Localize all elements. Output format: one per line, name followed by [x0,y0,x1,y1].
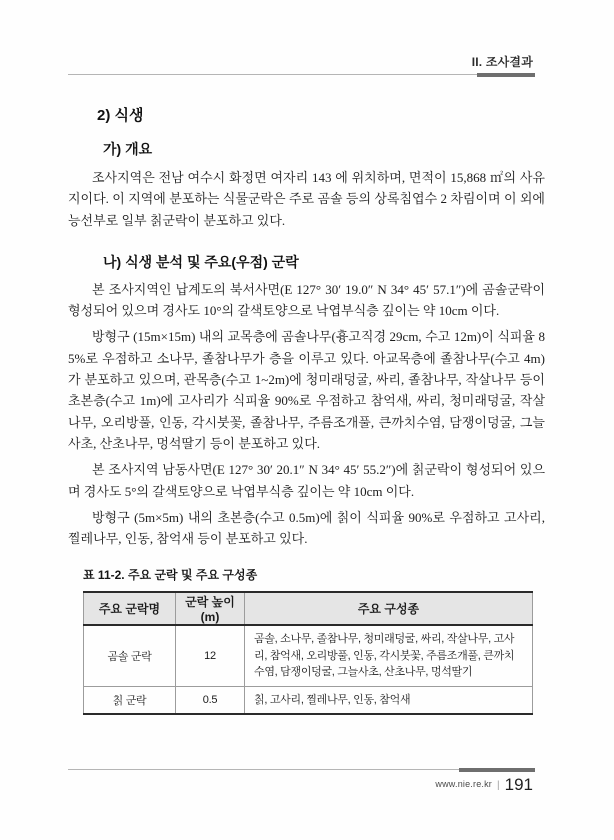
page-number: 191 [504,775,533,794]
cell-community-height: 12 [176,625,245,686]
table-row-kudzu-community [84,686,533,714]
paragraph-quadrat-pine: 방형구 (15m×15m) 내의 교목층에 곰솔나무(흉고직경 29cm, 수고 12m)이 식피율 85%로 우점하고 소나무, 졸참나무가 층을 이루고 있다. 아교목층에 졸참나무(수고 4m)가 분포하고 있으며, 관목층(수고 1~2m)에 청미래덩굴, 싸리, 졸참나무, 작살나무 등이 초본층(수고 1m)에 고사리가 식피율 90%로 우점하고 참억새, 싸리, 청미래덩굴, 작살나무, 오리방풀, 인동, 각시붓꽃, 졸참나무, 주름조개풀, 큰까치수염, 담쟁이덩굴, 그늘사초, 산초나무, 멍석딸기 등이 분포하고 있다. [68,329,545,451]
cell-major-species: 곰솔, 소나무, 졸참나무, 청미래덩굴, 싸리, 작살나무, 고사리, 참억새, 오리방풀, 인동, 각시붓꽃, 주름조개풀, 큰까치수염, 담쟁이덩굴, 그늘사초, 산초나무, 멍석딸기 [245,625,533,686]
subsection-title-analysis: 나) 식생 분석 및 주요(우점) 군락 [103,253,299,270]
page-header [68,53,535,75]
header-rule-accent [477,73,535,77]
community-table [83,591,533,715]
paragraph-site-southeast: 본 조사지역 남동사면(E 127° 30′ 20.1″ N 34° 45′ 55.2″)에 칡군락이 형성되어 있으며 경사도 5°의 갈색토양으로 낙엽부식층 깊이는 약 10cm 이다. [68,462,545,499]
cell-community-height: 0.5 [176,686,245,714]
table-row-pine-community [84,625,533,686]
table-header-row [84,592,533,625]
paragraph-overview: 조사지역은 전남 여수시 화정면 여자리 143 에 위치하며, 면적이 15,868 ㎡의 사유지이다. 이 지역에 분포하는 식물군락은 주로 곰솔 등의 상록침엽수 2 차림이며 이 외에 능선부로 일부 칡군락이 분포하고 있다. [68,170,545,228]
footer-rule [68,769,535,770]
header-rule [68,74,535,75]
table-header-major-species: 주요 구성종 [245,592,533,625]
footer-rule-accent [459,768,535,772]
cell-community-name: 곰솔 군락 [84,625,176,686]
table-caption: 표 11-2. 주요 군락 및 주요 구성종 [83,568,258,583]
cell-community-name: 칡 군락 [84,686,176,714]
paragraph-quadrat-kudzu: 방형구 (5m×5m) 내의 초본층(수고 0.5m)에 칡이 식피율 90%로 우점하고 고사리, 찔레나무, 인동, 참억새 등이 분포하고 있다. [68,509,545,547]
page-footer [68,769,535,795]
subsection-title-overview: 가) 개요 [103,141,153,157]
running-head: II. 조사결과 [471,55,533,69]
footer-separator: | [497,780,500,791]
table-header-community-height: 군락 높이(m) [176,592,245,625]
section-title: 2) 식생 [97,107,144,124]
cell-major-species: 칡, 고사리, 찔레나무, 인동, 참억새 [245,686,533,714]
paragraph-site-northwest: 본 조사지역인 납계도의 북서사면(E 127° 30′ 19.0″ N 34° 45′ 57.1″)에 곰솔군락이 형성되어 있으며 경사도 10°의 갈색토양으로 낙엽부식층 깊이는 약 10cm 이다. [68,281,545,319]
table-header-community-name: 주요 군락명 [84,592,176,625]
site-url: www.nie.re.kr [435,779,493,789]
footer-text [68,775,535,795]
main-content [68,104,545,715]
